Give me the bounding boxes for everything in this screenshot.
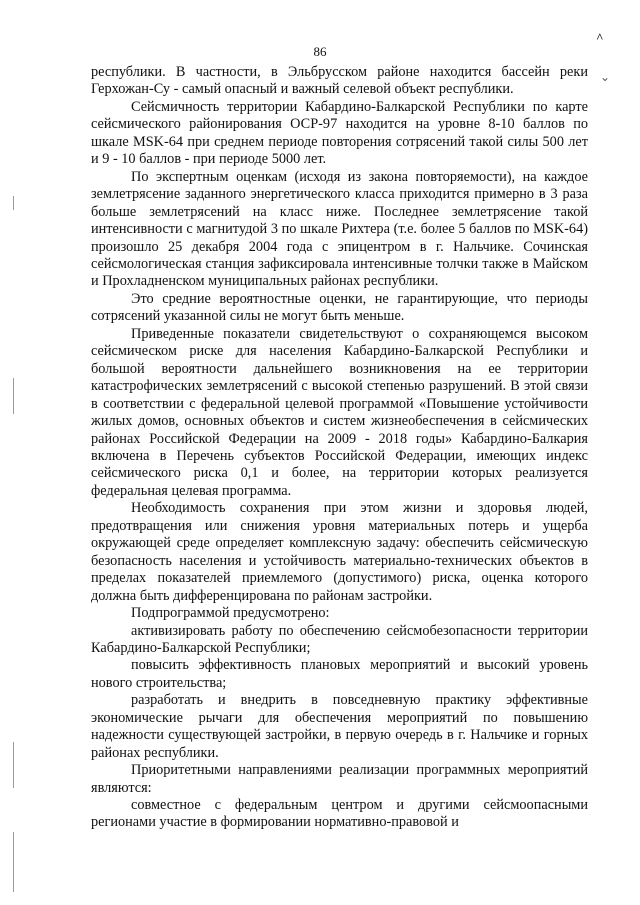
paragraph-necessity: Необходимость сохранения при этом жизни и здоровья людей, предотвращения или снижения уровня материальных потерь и ущерба окружающей среде определяет комплексную задачу: обеспечить сейсмическую безопасность населения и устойчивость материально-технических объектов в пределах показателей приемлемого (допустимого) риска, оценка которого должна быть дифференцирована по районам застройки.	[91, 500, 588, 604]
scan-line	[13, 742, 14, 788]
scan-line	[13, 832, 14, 892]
scan-line	[13, 196, 14, 210]
list-item: разработать и внедрить в повседневную практику эффективные экономические рычаги для обеспечения мероприятий по повышению надежности существующей застройки, в первую очередь в г. Нальчике и горных районах республики.	[91, 692, 588, 761]
paragraph-priorities: Приоритетными направлениями реализации программных мероприятий являются:	[91, 762, 588, 796]
corner-mark: ^	[596, 30, 604, 45]
scan-edge-mark: ⌄	[600, 70, 611, 84]
paragraph-seismicity: Сейсмичность территории Кабардино-Балкарской Республики по карте сейсмического районирования ОСР-97 находится на уровне 8-10 баллов по шкале MSK-64 при среднем периоде повторения сотрясений такой силы 500 лет и 9 - 10 баллов - при периоде 5000 лет.	[91, 98, 588, 168]
paragraph-probability: Это средние вероятностные оценки, не гарантирующие, что периоды сотрясений указанной силы не могут быть меньше.	[91, 290, 588, 325]
paragraph-subprogram-intro: Подпрограммой предусмотрено:	[131, 605, 330, 622]
list-item: активизировать работу по обеспечению сейсмобезопасности территории Кабардино-Балкарской Республики;	[91, 622, 588, 656]
body-text	[91, 64, 588, 832]
paragraph-risk: Приведенные показатели свидетельствуют о сохраняющемся высоком сейсмическом риске для населения Кабардино-Балкарской Республики и большой вероятности дальнейшего возникновения на ее территории катастрофических землетрясений с высокой степенью разрушений. В этой связи в соответствии с федеральной целевой программой «Повышение устойчивости жилых домов, основных объектов и систем жизнеобеспечения в сейсмических районах Российской Федерации на 2009 - 2018 годы» Кабардино-Балкария включена в Перечень субъектов Российской Федерации, имеющих индекс сейсмического риска 0,1 и более, на территории которых реализуется федеральная целевая программа.	[91, 325, 588, 499]
page-number: 86	[313, 44, 327, 59]
paragraph-continuation: республики. В частности, в Эльбрусском районе находится бассейн реки Герхожан-Су - самый опасный и важный селевой объект республики.	[91, 64, 588, 98]
paragraph-expert-estimates: По экспертным оценкам (исходя из закона повторяемости), на каждое землетрясение заданного энергетического класса приходится примерно в 3 раза больше землетрясений на класс ниже. Последнее землетрясение такой интенсивности с магнитудой 3 по шкале Рихтера (т.е. более 5 баллов по MSK-64) произошло 25 декабря 2004 года с эпицентром в г. Нальчике. Сочинская сейсмологическая станция зафиксировала интенсивные толчки также в Майском и Прохладненском муниципальных районах республики.	[91, 168, 588, 290]
scan-line	[13, 378, 14, 414]
list-item: совместное с федеральным центром и другими сейсмоопасными регионами участие в формировании нормативно-правовой и	[91, 797, 588, 831]
list-item: повысить эффективность плановых мероприятий и высокий уровень нового строительства;	[91, 657, 588, 691]
